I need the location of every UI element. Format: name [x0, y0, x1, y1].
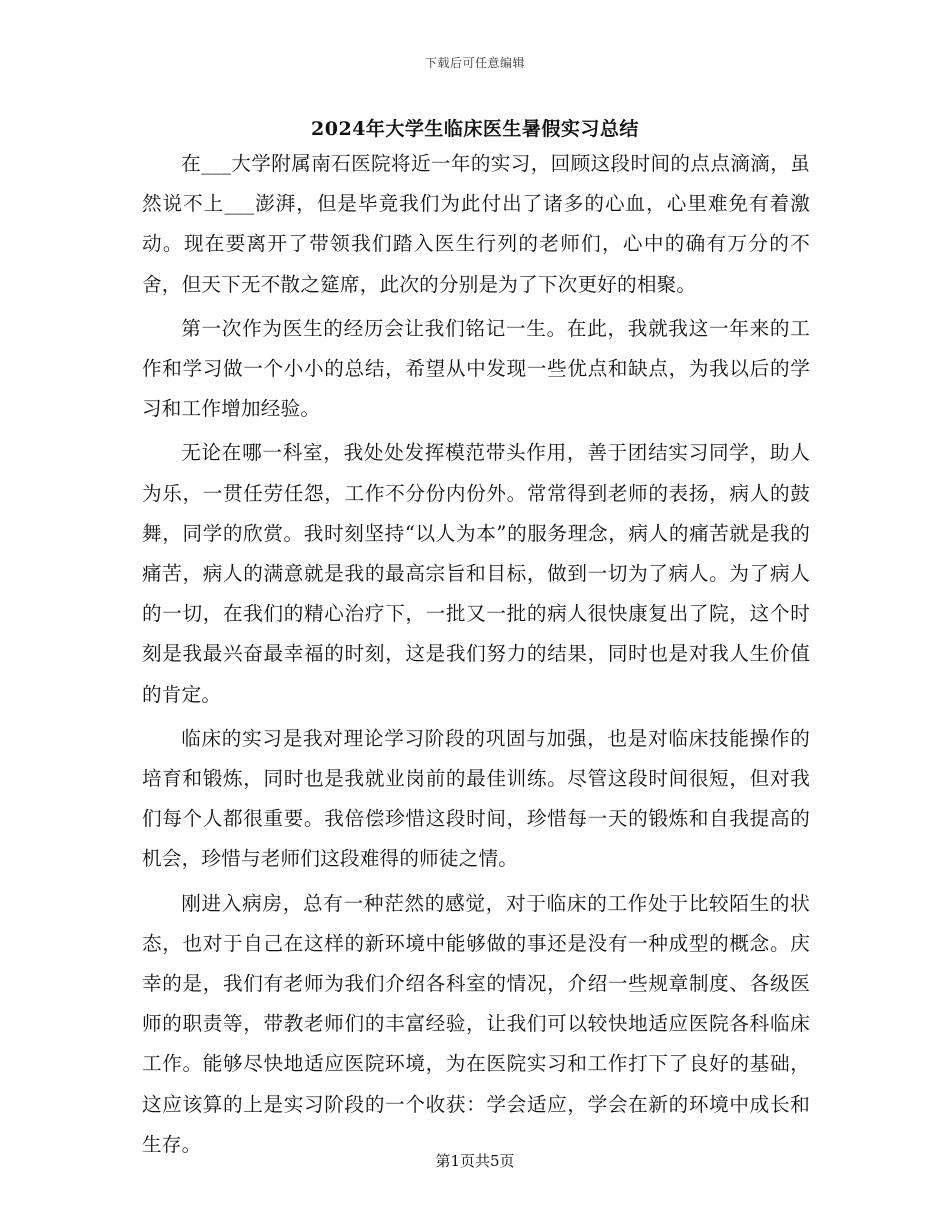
paragraph: 刚进入病房，总有一种茫然的感觉，对于临床的工作处于比较陌生的状态，也对于自己在这样的新环境中能够做的事还是没有一种成型的概念。庆幸的是，我们有老师为我们介绍各科室的情况，介绍一些规章制度、各级医师的职责等，带教老师们的丰富经验，让我们可以较快地适应医院各科临床工作。能够尽快地适应医院环境，为在医院实习和工作打下了良好的基础，这应该算的上是实习阶段的一个收获：学会适应，学会在新的环境中成长和生存。: [142, 891, 810, 1156]
document-body: [142, 144, 810, 1169]
document-title: 2024年大学生临床医生暑假实习总结: [311, 118, 639, 140]
paragraph: 无论在哪一科室，我处处发挥模范带头作用，善于团结实习同学，助人为乐，一贯任劳任怨，工作不分份内份外。常常得到老师的表扬，病人的鼓舞，同学的欣赏。我时刻坚持“以人为本”的服务理念，病人的痛苦就是我的痛苦，病人的满意就是我的最高宗旨和目标，做到一切为了病人。为了病人的一切，在我们的精心治疗下，一批又一批的病人很快康复出了院，这个时刻是我最兴奋最幸福的时刻，这是我们努力的结果，同时也是对我人生价值的肯定。: [142, 441, 810, 706]
header-note: 下载后可任意编辑: [424, 56, 525, 70]
page-number-footer: 第1页共5页: [435, 1152, 515, 1170]
paragraph: 在___大学附属南石医院将近一年的实习，回顾这段时间的点点滴滴，虽然说不上___澎湃，但是毕竟我们为此付出了诸多的心血，心里难免有着激动。现在要离开了带领我们踏入医生行列的老师们，心中的确有万分的不舍，但天下无不散之筵席，此次的分别是为了下次更好的相聚。: [142, 152, 810, 296]
paragraph: 第一次作为医生的经历会让我们铭记一生。在此，我就我这一年来的工作和学习做一个小小的总结，希望从中发现一些优点和缺点，为我以后的学习和工作增加经验。: [142, 316, 810, 421]
paragraph: 临床的实习是我对理论学习阶段的巩固与加强，也是对临床技能操作的培育和锻炼，同时也是我就业岗前的最佳训练。尽管这段时间很短，但对我们每个人都很重要。我倍偿珍惜这段时间，珍惜每一天的锻炼和自我提高的机会，珍惜与老师们这段难得的师徒之情。: [142, 726, 810, 871]
